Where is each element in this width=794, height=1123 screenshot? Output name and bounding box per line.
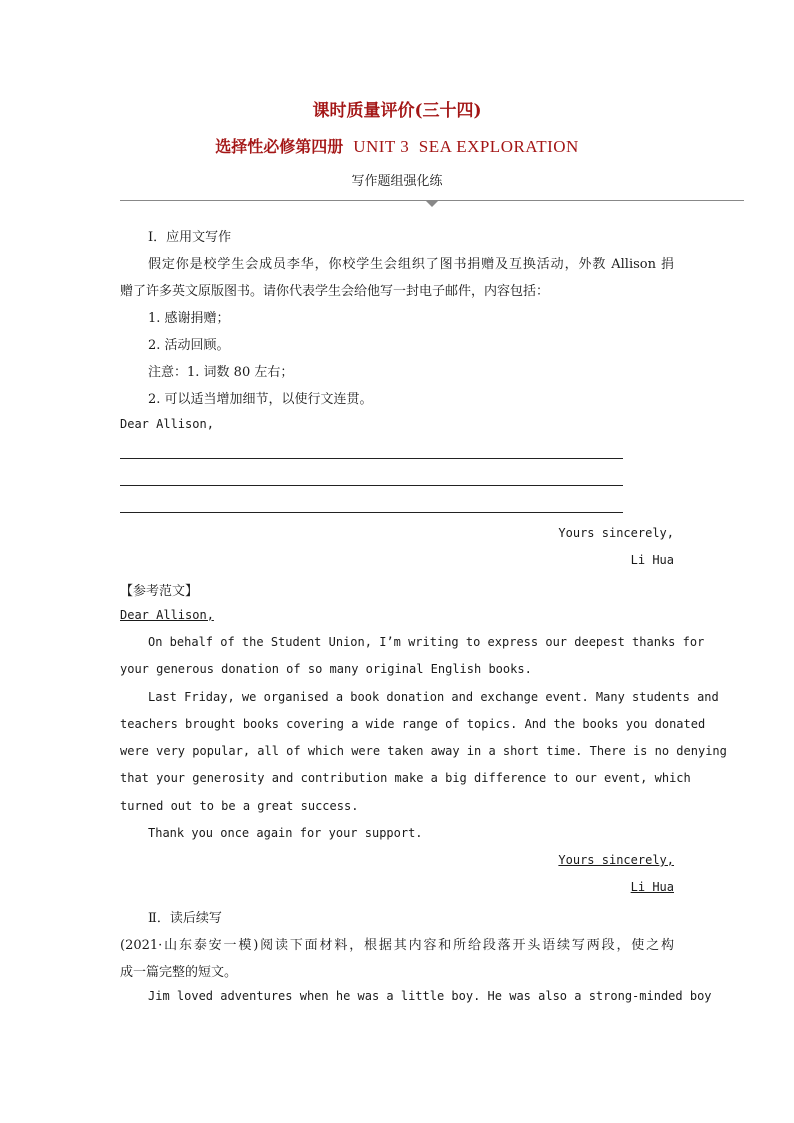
sample-line: that your generosity and contribution make a big difference to our event, which [120,771,691,785]
sample-line: your generous donation of so many original English books. [120,662,532,676]
sample-signature [120,880,674,894]
sample-signature-text: Li Hua [630,880,674,894]
sample-line: Last Friday, we organised a book donation and exchange event. Many students and [148,690,719,704]
sample-closing-text: Yours sincerely, [558,853,674,867]
sample-line: were very popular, all of which were taken away in a short time. There is no denying [120,744,727,758]
part2-prompt-line2: 成一篇完整的短文。 [120,965,238,980]
part2-prompt-line1: (2021·山东泰安一模)阅读下面材料，根据其内容和所给段落开头语续写两段，使之构 [120,938,674,953]
part1-note1: 注意：1. 词数 80 左右； [148,365,294,380]
part1-note2: 2. 可以适当增加细节，以使行文连贯。 [148,392,373,407]
sample-line: Thank you once again for your support. [148,826,423,840]
sample-line: turned out to be a great success. [120,799,359,813]
answer-line [120,458,623,459]
letter-closing: Yours sincerely, [558,526,674,540]
subtitle-cn: 选择性必修第四册 [215,137,344,156]
letter-signature: Li Hua [630,553,674,567]
sample-line: On behalf of the Student Union, I’m writing to express our deepest thanks for [148,635,705,649]
subtitle-en: UNIT 3 SEA EXPLORATION [353,137,579,156]
part1-item1: 1. 感谢捐赠； [148,311,230,326]
answer-line [120,512,623,513]
sample-heading: 【参考范文】 [120,584,199,599]
sample-closing [120,853,674,867]
sample-line: teachers brought books covering a wide range of topics. And the books you donated [120,717,706,731]
sample-greeting [120,608,674,622]
sample-greeting-text: Dear Allison, [120,608,214,622]
divider-triangle-icon [426,201,438,207]
part1-heading: Ⅰ．应用文写作 [148,230,232,245]
page-title: 课时质量评价(三十四) [312,101,482,121]
section-name: 写作题组强化练 [351,174,443,189]
part2-story-line: Jim loved adventures when he was a little boy. He was also a strong-minded boy [148,989,712,1003]
part1-prompt-line2: 赠了许多英文原版图书。请你代表学生会给他写一封电子邮件，内容包括： [120,284,550,299]
answer-line [120,485,623,486]
part1-prompt-line1: 假定你是校学生会成员李华，你校学生会组织了图书捐赠及互换活动，外教 Allison 捐 [148,257,674,272]
page-subtitle [0,134,794,157]
letter-greeting: Dear Allison, [120,417,214,431]
part2-heading: Ⅱ．读后续写 [148,911,222,926]
part1-item2: 2. 活动回顾。 [148,338,230,353]
